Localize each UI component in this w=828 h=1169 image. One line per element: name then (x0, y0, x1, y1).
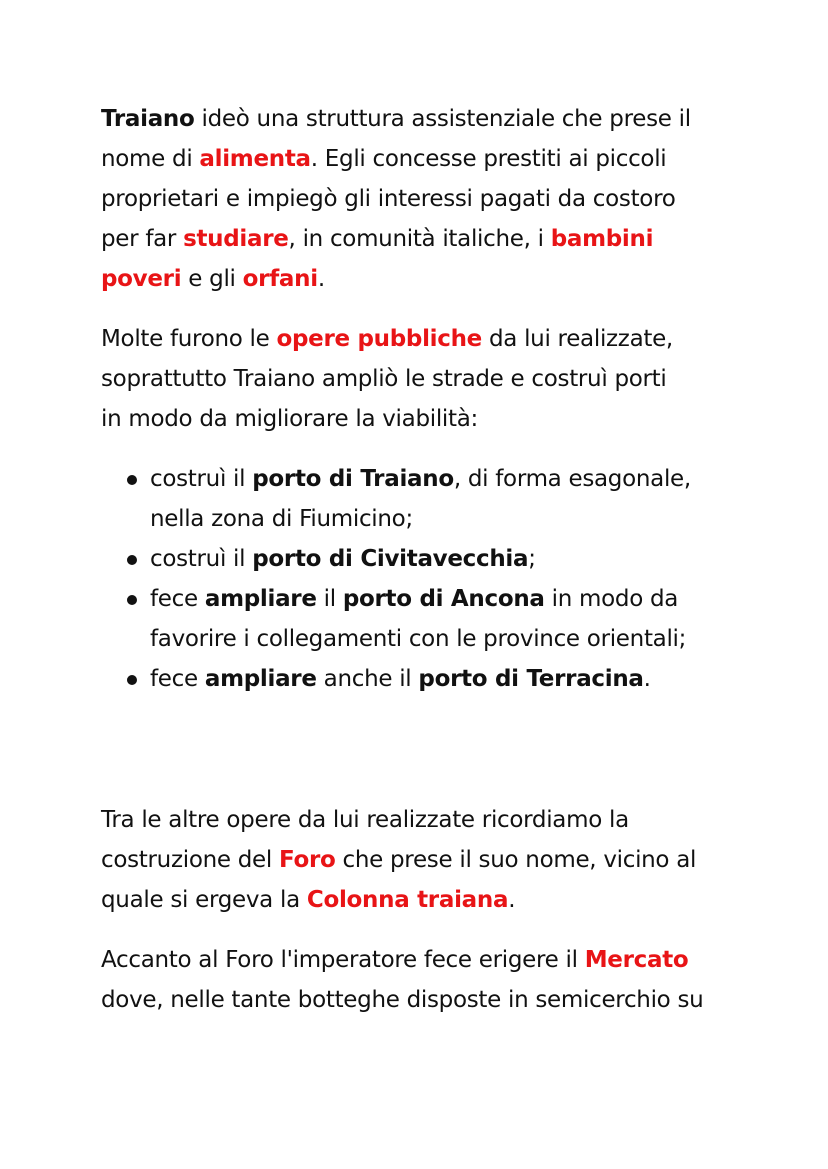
keyword-alimenta: alimenta (199, 146, 311, 172)
bullet-icon (127, 555, 137, 565)
text-run: anche il (316, 666, 419, 692)
text-run: , in comunità italiche, i (288, 226, 551, 252)
keyword-orfani: orfani (242, 266, 318, 292)
text-run: quale si ergeva la (101, 887, 307, 913)
keyword-porto-di-traiano: porto di Traiano (252, 466, 454, 492)
text-run: il (316, 586, 343, 612)
text-line (101, 880, 741, 920)
text-run: da lui realizzate, (481, 326, 673, 352)
text-run: . (317, 266, 325, 292)
keyword-ampliare: ampliare (204, 666, 317, 692)
text-line (150, 539, 761, 579)
text-line: soprattutto Traiano ampliò le strade e costruì porti (101, 366, 667, 392)
keyword-poveri: poveri (101, 266, 182, 292)
text-run: , di forma esagonale, (453, 466, 691, 492)
keyword-traiano: Traiano (101, 106, 195, 132)
text-run: in modo da (544, 586, 679, 612)
text-run: per far (101, 226, 184, 252)
keyword-foro: Foro (278, 847, 336, 873)
list-item (101, 459, 761, 539)
text-line: proprietari e impiegò gli interessi pagati da costoro (101, 186, 676, 212)
text-line (150, 659, 761, 699)
keyword-porto-di-ancona: porto di Ancona (342, 586, 545, 612)
bullet-icon (127, 475, 137, 485)
text-run: ; (528, 546, 536, 572)
paragraph-alimenta (101, 99, 741, 299)
paragraph-mercato (101, 940, 741, 1020)
text-line: in modo da migliorare la viabilità: (101, 406, 478, 432)
keyword-studiare: studiare (183, 226, 289, 252)
text-line (150, 459, 761, 499)
text-run: . Egli concesse prestiti ai piccoli (310, 146, 667, 172)
ports-list (101, 459, 761, 699)
text-line (101, 840, 741, 880)
text-line: dove, nelle tante botteghe disposte in semicerchio su (101, 987, 704, 1013)
paragraph-opere-pubbliche (101, 319, 741, 439)
keyword-bambini: bambini (550, 226, 654, 252)
text-line (101, 139, 741, 179)
text-line: Tra le altre opere da lui realizzate ricordiamo la (101, 807, 629, 833)
list-item (101, 579, 761, 659)
text-line (150, 579, 761, 619)
text-run: ideò una struttura assistenziale che prese il (194, 106, 691, 132)
text-run: Molte furono le (101, 326, 277, 352)
text-line: nella zona di Fiumicino; (150, 506, 413, 532)
keyword-ampliare: ampliare (204, 586, 317, 612)
text-run: . (508, 887, 516, 913)
text-line (101, 319, 741, 359)
text-run: . (643, 666, 651, 692)
list-item (101, 659, 761, 699)
keyword-colonna-traiana: Colonna traiana (306, 887, 509, 913)
text-run: e gli (181, 266, 243, 292)
text-run: nome di (101, 146, 200, 172)
text-line (101, 219, 741, 259)
keyword-porto-di-terracina: porto di Terracina (418, 666, 644, 692)
text-run: fece (150, 666, 205, 692)
text-line (101, 99, 741, 139)
paragraph-foro (101, 800, 741, 920)
list-item (101, 539, 761, 579)
text-run: Accanto al Foro l'imperatore fece erigere il (101, 947, 585, 973)
text-line: favorire i collegamenti con le province orientali; (150, 626, 687, 652)
keyword-porto-di-civitavecchia: porto di Civitavecchia (252, 546, 529, 572)
text-run: costruì il (150, 466, 253, 492)
keyword-mercato: Mercato (584, 947, 689, 973)
text-line (101, 940, 741, 980)
text-run: che prese il suo nome, vicino al (335, 847, 697, 873)
text-run: fece (150, 586, 205, 612)
text-line (101, 259, 741, 299)
text-run: costruzione del (101, 847, 279, 873)
bullet-icon (127, 595, 137, 605)
keyword-opere-pubbliche: opere pubbliche (276, 326, 482, 352)
bullet-icon (127, 675, 137, 685)
text-run: costruì il (150, 546, 253, 572)
